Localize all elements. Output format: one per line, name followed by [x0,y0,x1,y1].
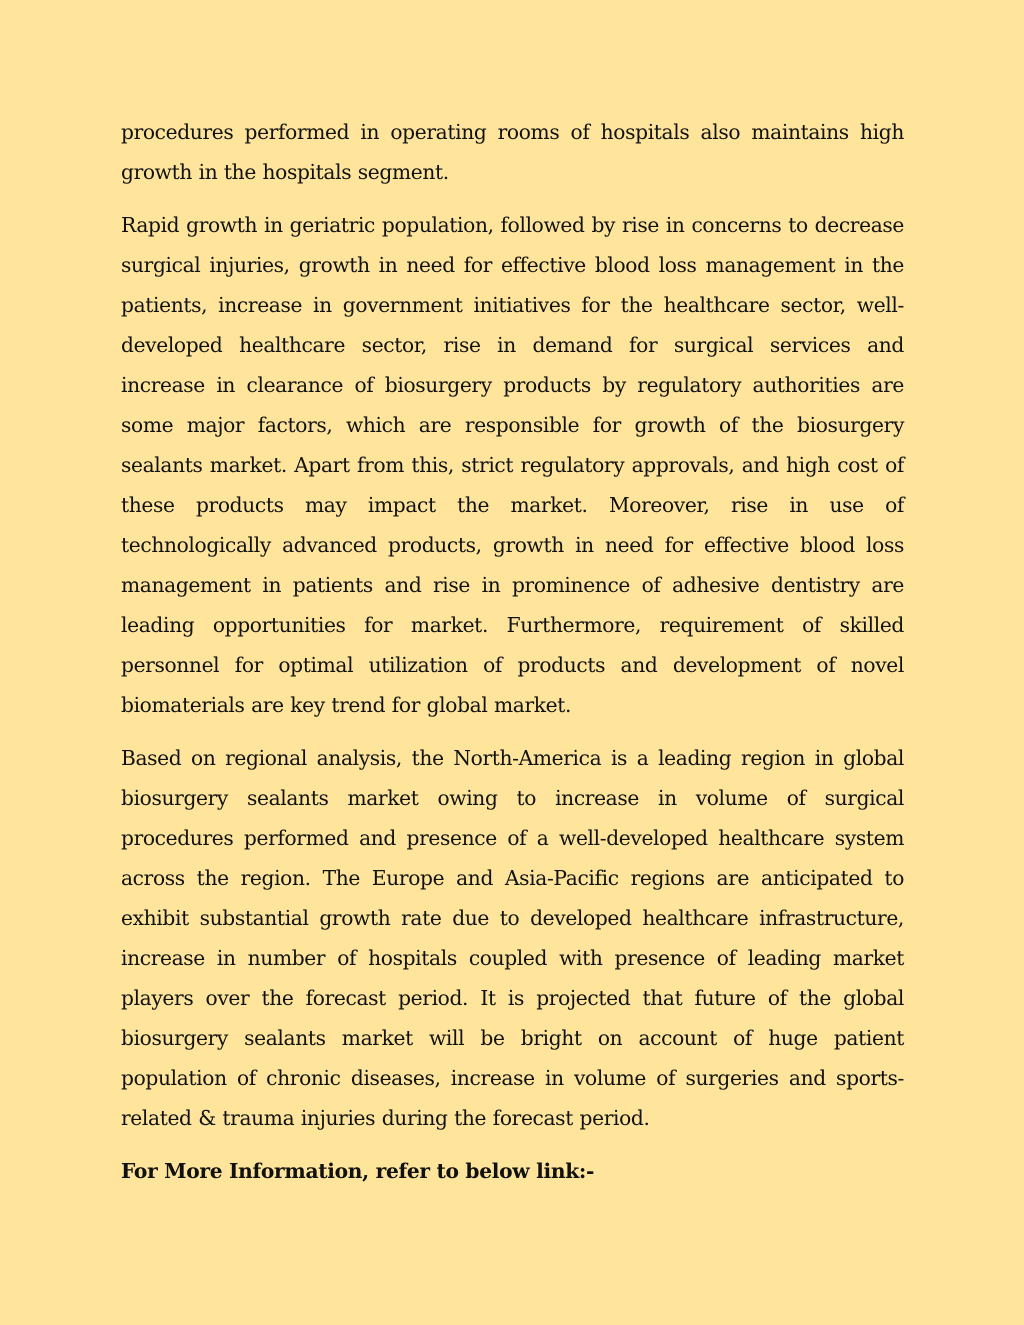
paragraph-market-drivers: Rapid growth in geriatric population, followed by rise in concerns to decrease surgical injuries, growth in need for effective blood loss management in the patients, increase in government initiatives for the healthcare sector, well-developed healthcare sector, rise in demand for surgical services and increase in clearance of biosurgery products by regulatory authorities are some major factors, which are responsible for growth of the biosurgery sealants market. Apart from this, strict regulatory approvals, and high cost of these products may impact the market. Moreover, rise in use of technologically advanced products, growth in need for effective blood loss management in patients and rise in prominence of adhesive dentistry are leading opportunities for market. Furthermore, requirement of skilled personnel for optimal utilization of products and development of novel biomaterials are key trend for global market. [121,213,904,717]
document-body [121,112,904,1191]
paragraph-regional-analysis: Based on regional analysis, the North-America is a leading region in global biosurgery sealants market owing to increase in volume of surgical procedures performed and presence of a well-developed healthcare system across the region. The Europe and Asia-Pacific regions are anticipated to exhibit substantial growth rate due to developed healthcare infrastructure, increase in number of hospitals coupled with presence of leading market players over the forecast period. It is projected that future of the global biosurgery sealants market will be bright on account of huge patient population of chronic diseases, increase in volume of surgeries and sports-related & trauma injuries during the forecast period. [121,746,904,1130]
more-information-heading: For More Information, refer to below link:- [121,1159,595,1183]
paragraph-hospitals-segment: procedures performed in operating rooms of hospitals also maintains high growth in the hospitals segment. [121,120,904,184]
